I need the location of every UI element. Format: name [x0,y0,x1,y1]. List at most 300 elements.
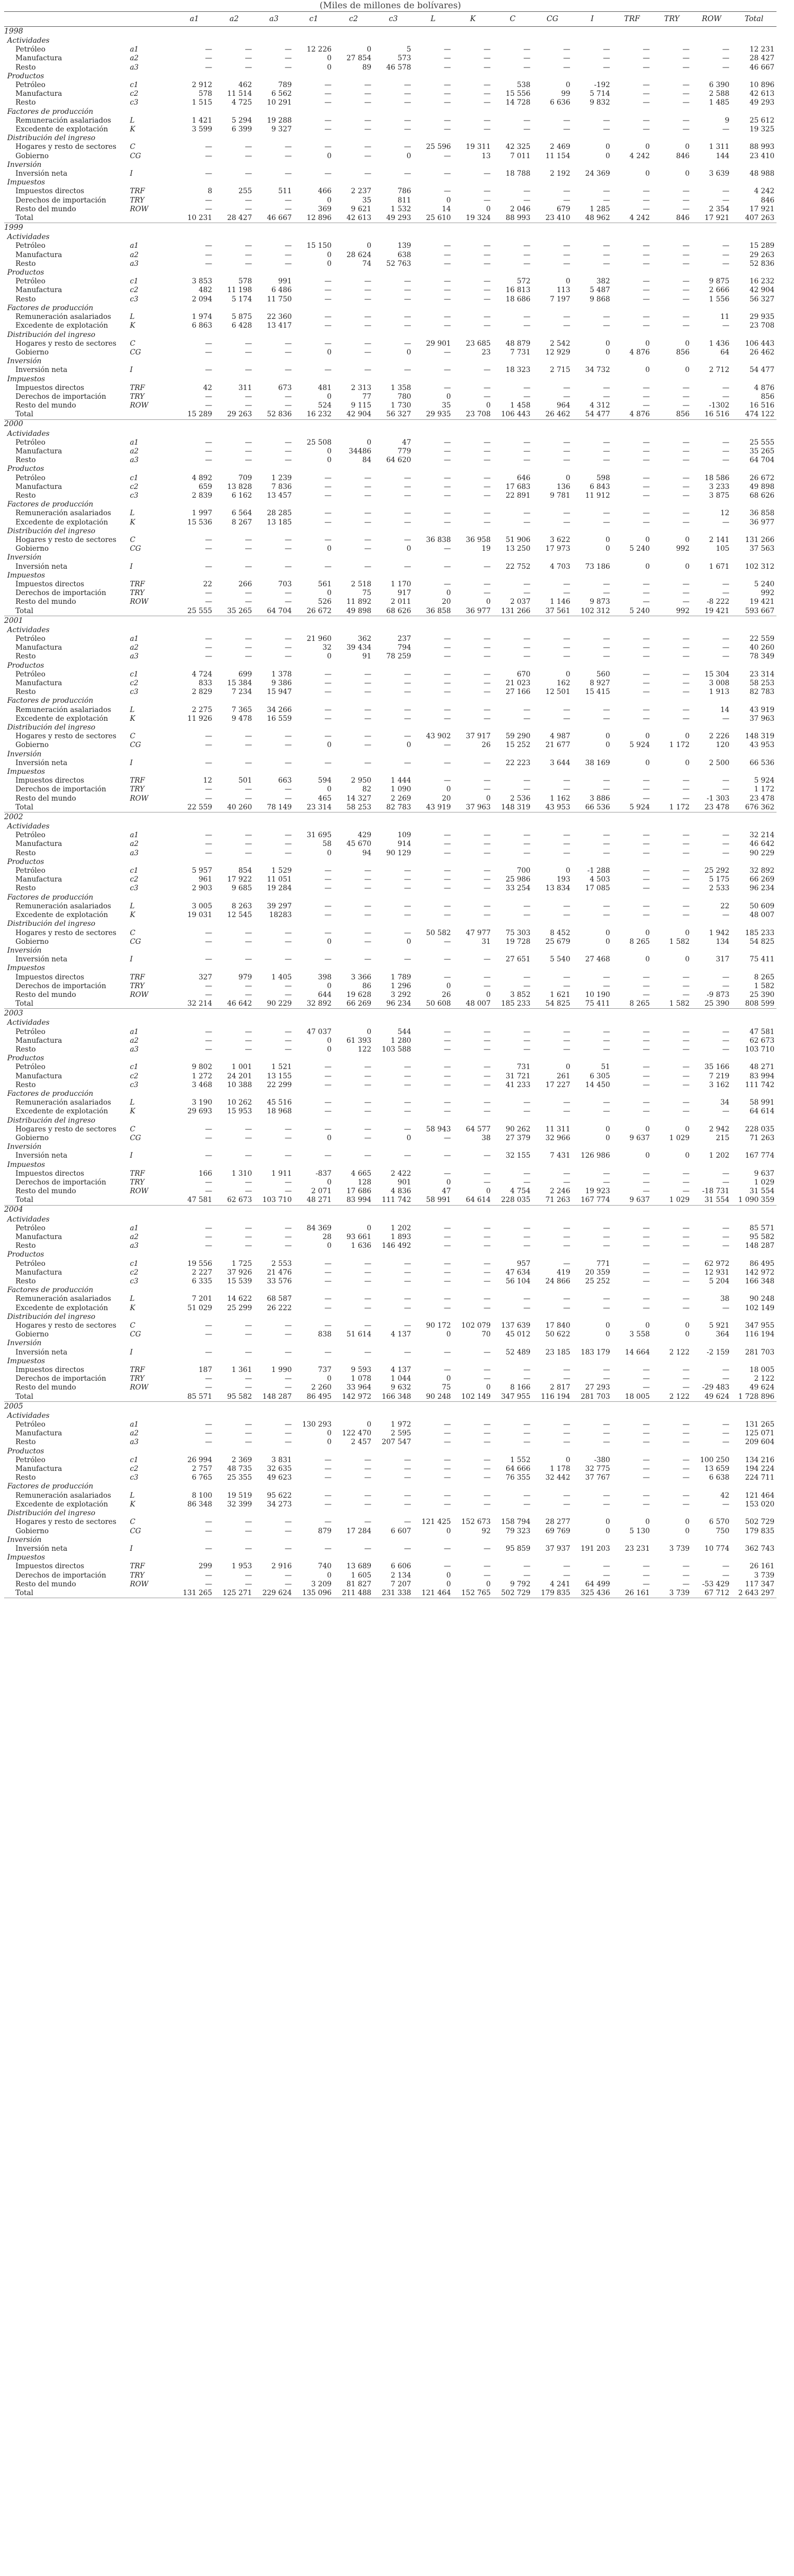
table-cell: — [404,295,411,303]
table-cell: — [643,518,650,527]
table-cell: — [404,321,411,330]
table-cell: 26 994 [187,1455,213,1464]
table-cell: — [722,1375,730,1383]
table-cell: 70 [481,1330,491,1339]
table-cell: — [643,491,650,500]
table-cell: — [284,635,292,643]
table-cell: 0 [327,1438,332,1447]
table-cell: 15 415 [585,688,610,697]
total-cell: 49 293 [373,214,413,223]
table-cell: — [643,1224,650,1232]
row-label: Hogares y resto de sectores [15,143,116,151]
table-cell: — [443,1562,451,1571]
table-cell: 17 973 [545,545,571,553]
table-row [4,438,776,447]
table-cell: — [205,1420,213,1429]
column-header: Total [732,12,776,27]
table-cell: 48 271 [749,1063,774,1072]
row-label: Remuneración asalariados [15,1295,111,1303]
table-cell: — [284,840,292,849]
section-heading-row [4,946,776,955]
header-spacer [127,12,175,27]
column-header-row [4,12,776,27]
table-cell: — [364,714,372,723]
table-cell: 5 130 [629,1527,650,1535]
table-cell: 6 564 [231,509,252,518]
table-row [4,1562,776,1571]
table-cell: — [643,1027,650,1036]
table-cell: 32 442 [545,1473,571,1482]
table-cell: — [205,741,213,750]
table-row [4,116,776,125]
row-label: Inversión neta [15,366,67,375]
column-header: ROW [692,12,731,27]
table-cell: — [682,776,690,785]
table-cell: — [563,447,571,455]
row-label: Petróleo [15,45,46,54]
table-cell: — [324,1544,332,1553]
table-cell: — [245,1233,252,1241]
table-cell: — [443,509,451,518]
table-cell: — [324,1455,332,1464]
table-cell: — [364,688,372,697]
table-cell: 166 [198,1169,213,1178]
table-cell: 13 417 [267,321,292,330]
section-heading-row [4,108,776,116]
table-cell: 14 [442,205,451,213]
table-cell: — [602,1169,610,1178]
table-cell: 0 [605,1133,610,1142]
table-cell: 102 312 [745,562,774,571]
section-heading-row [4,662,776,670]
table-cell: 846 [676,151,690,160]
table-cell: — [443,45,451,54]
table-cell: — [682,1303,690,1312]
row-label: Gobierno [15,1527,49,1535]
table-cell: 3 739 [669,1544,690,1553]
table-cell: — [643,714,650,723]
year-label: 2002 [4,812,23,821]
table-cell: — [563,116,571,125]
total-cell: 29 935 [413,410,453,419]
table-cell: — [643,1438,650,1447]
table-cell: 0 [605,348,610,357]
table-cell: 2 666 [709,286,730,295]
table-cell: — [484,295,491,303]
table-cell: 0 [565,1455,571,1464]
row-label: Manufactura [15,90,62,98]
table-cell: — [245,535,252,544]
table-cell: — [443,98,451,107]
table-row [4,1527,776,1536]
table-cell: — [602,321,610,330]
table-cell: 25 508 [306,438,332,447]
table-row [4,1420,776,1429]
table-cell: — [682,1268,690,1277]
table-cell: — [643,1429,650,1438]
table-cell: — [404,125,411,134]
total-cell: 19 324 [453,214,493,223]
table-cell: 0 [645,1321,650,1330]
table-cell: 15 252 [505,741,531,750]
table-cell: — [364,875,372,884]
row-code: c1 [130,81,139,90]
table-cell: 4 724 [192,670,213,679]
table-cell: 25 390 [749,990,774,999]
table-cell: — [682,1562,690,1571]
table-cell: 1 972 [390,1420,411,1429]
table-cell: — [443,295,451,303]
total-cell: 62 673 [214,1196,254,1205]
row-label: Resto [15,63,36,72]
table-cell: — [324,679,332,688]
table-cell: — [443,321,451,330]
row-code: ROW [130,205,149,213]
table-cell: — [364,1465,372,1473]
table-row [4,474,776,483]
table-cell: 1 529 [271,867,292,875]
table-cell: 1 725 [231,1259,252,1268]
table-cell: — [682,1491,690,1500]
table-cell: — [284,170,292,178]
section-heading-row [4,893,776,902]
table-cell: — [682,1383,690,1392]
column-header: TRF [612,12,652,27]
row-label: Impuestos directos [15,1562,84,1571]
table-cell: — [643,1375,650,1383]
row-code: ROW [130,794,149,803]
table-cell: 26 [442,990,451,999]
table-cell: — [523,785,531,794]
row-label: Petróleo [15,1259,46,1268]
table-cell: — [484,714,491,723]
table-cell: — [682,990,690,999]
table-cell: — [205,785,213,794]
table-cell: — [443,1268,451,1277]
table-cell: 62 972 [704,1259,730,1268]
table-cell: 62 673 [749,1036,774,1045]
table-cell: 7 731 [510,348,531,357]
table-cell: 7 201 [192,1295,213,1303]
table-cell: 0 [446,981,451,990]
total-cell: 25 390 [692,999,731,1009]
table-cell: 794 [398,643,411,652]
table-cell: — [324,1107,332,1116]
row-label: Gobierno [15,1330,49,1339]
table-cell: — [364,670,372,679]
table-cell: — [284,1233,292,1241]
table-cell: — [404,509,411,518]
table-cell: 482 [198,286,213,295]
table-cell: 2 916 [271,1562,292,1571]
table-cell: — [643,1098,650,1107]
table-cell: 37 963 [749,714,774,723]
table-cell: 1 953 [231,1562,252,1571]
table-cell: — [443,170,451,178]
table-cell: — [484,438,491,447]
total-cell: 40 260 [214,803,254,812]
table-cell: — [443,518,451,527]
table-cell: — [722,973,730,981]
table-cell: — [404,313,411,321]
table-cell: — [682,1473,690,1482]
table-cell: — [484,840,491,849]
table-cell: 64 614 [749,1107,774,1116]
table-cell: 4 665 [351,1169,372,1178]
table-cell: 6 486 [271,286,292,295]
total-cell: 90 229 [254,999,294,1009]
section-title: Distribución del ingreso [7,527,96,535]
table-cell: — [722,242,730,250]
table-cell: 1 310 [231,1169,252,1178]
total-cell: 992 [652,607,692,616]
table-cell: — [245,955,252,964]
row-label: Resto [15,652,36,661]
table-cell: — [682,973,690,981]
total-cell: 32 214 [175,999,214,1009]
total-row [4,607,776,616]
total-cell: 179 835 [532,1589,572,1598]
table-cell: — [284,1178,292,1187]
table-cell: — [484,849,491,857]
table-cell: — [443,580,451,588]
table-cell: 4 137 [390,1330,411,1339]
row-label: Resto [15,456,36,465]
table-row [4,81,776,90]
table-cell: — [682,81,690,90]
table-cell: 86 348 [187,1500,213,1509]
table-cell: — [563,589,571,598]
section-heading-row [4,964,776,973]
table-cell: — [563,1429,571,1438]
table-cell: — [643,116,650,125]
table-cell: — [245,785,252,794]
table-cell: 14 728 [505,98,531,107]
table-cell: 481 [318,383,332,392]
table-cell: — [523,1420,531,1429]
table-cell: — [205,1133,213,1142]
table-cell: — [205,1544,213,1553]
table-cell: — [284,1321,292,1330]
table-cell: — [443,259,451,268]
table-cell: 0 [605,937,610,946]
table-cell: — [284,1187,292,1196]
table-cell: 673 [278,383,292,392]
table-cell: 64 [720,348,730,357]
table-cell: 0 [645,562,650,571]
table-cell: 37 917 [465,732,491,741]
table-cell: 117 347 [745,1580,774,1588]
row-label: Derechos de importación [15,196,107,205]
table-cell: 106 443 [745,339,774,348]
table-cell: — [484,45,491,54]
table-cell: — [523,1491,531,1500]
table-cell: — [205,758,213,767]
table-cell: — [205,1375,213,1383]
table-cell: 49 293 [749,98,774,107]
total-cell: 37 963 [453,803,493,812]
table-cell: 501 [238,776,252,785]
table-cell: — [284,1518,292,1527]
table-cell: — [602,705,610,714]
table-cell: — [643,785,650,794]
table-cell: 740 [318,1562,332,1571]
row-code: K [130,321,135,330]
table-cell: — [324,277,332,286]
table-cell: 2 275 [192,705,213,714]
table-cell: — [643,794,650,803]
row-code: a3 [130,849,139,857]
table-cell: 2 912 [192,81,213,90]
table-cell: — [205,447,213,455]
table-cell: 50 582 [426,928,451,937]
total-label: Total [4,1589,127,1598]
table-cell: 69 769 [545,1527,571,1535]
table-cell: — [484,911,491,920]
table-cell: — [443,1303,451,1312]
table-cell: 19 031 [187,911,213,920]
table-cell: 0 [327,741,332,750]
table-cell: 2 533 [709,884,730,893]
row-code: ROW [130,990,149,999]
table-cell: — [205,196,213,205]
table-row [4,518,776,527]
table-cell: 13 457 [267,491,292,500]
table-cell: — [205,732,213,741]
table-cell: — [523,518,531,527]
table-cell: — [205,1187,213,1196]
section-heading-row [4,134,776,143]
table-cell: — [523,1295,531,1303]
row-label: Derechos de importación [15,1375,107,1383]
table-cell: — [364,1491,372,1500]
table-cell: — [682,98,690,107]
table-cell: — [245,45,252,54]
table-cell: — [443,688,451,697]
table-cell: 0 [565,277,571,286]
row-code: a1 [130,635,139,643]
table-row [4,260,776,268]
table-cell: — [643,187,650,196]
row-code: TRF [130,973,145,981]
table-cell: — [284,1224,292,1232]
table-cell: 6 428 [231,321,252,330]
table-cell: — [443,562,451,571]
table-cell: — [205,1438,213,1447]
table-cell: 25 986 [505,875,531,884]
table-cell: — [602,1178,610,1187]
section-heading-row [4,430,776,438]
table-cell: 12 [720,509,730,518]
table-cell: — [284,1383,292,1392]
table-cell: 6 335 [192,1277,213,1286]
table-cell: — [602,902,610,910]
table-cell: 32 892 [749,867,774,875]
table-cell: 9 327 [271,125,292,134]
total-cell: 32 892 [294,999,334,1009]
table-cell: — [284,45,292,54]
total-cell: 121 464 [413,1589,453,1598]
table-cell: 3 739 [754,1571,774,1580]
table-cell: 3 886 [590,794,610,803]
row-label: Petróleo [15,1027,46,1036]
table-cell: — [324,473,332,482]
total-cell: 846 [652,214,692,223]
table-cell: 92 [481,1527,491,1535]
table-cell: — [484,670,491,679]
table-row [4,831,776,840]
row-code: a2 [130,643,139,652]
total-cell: 56 327 [373,410,413,419]
table-row [4,509,776,518]
table-cell: 25 596 [426,143,451,151]
table-cell: 8 [208,187,213,196]
table-cell: — [643,1107,650,1116]
table-cell: 0 [605,741,610,750]
section-heading-row [4,1553,776,1562]
table-cell: 4 703 [549,562,571,571]
section-title: Factores de producción [7,1482,93,1491]
table-cell: — [364,1133,372,1142]
table-cell: 0 [327,196,332,205]
table-cell: 15 384 [227,679,252,688]
table-cell: — [245,794,252,803]
table-cell: — [245,1544,252,1553]
table-cell: 51 614 [346,1330,372,1339]
table-cell: 22 360 [267,313,292,321]
section-heading-row [4,822,776,831]
table-cell: 0 [685,1518,690,1527]
table-cell: — [484,589,491,598]
table-cell: — [563,1045,571,1054]
table-cell: 3 162 [709,1080,730,1089]
table-cell: — [563,1036,571,1045]
table-cell: 64 620 [386,456,411,465]
table-cell: 23 478 [749,794,774,803]
table-cell: — [643,1178,650,1187]
table-cell: — [443,670,451,679]
table-cell: — [563,1027,571,1036]
table-cell: -18 731 [702,1187,730,1196]
section-heading-row [4,331,776,340]
table-cell: — [245,366,252,375]
section-heading-row [4,268,776,277]
table-cell: — [205,1233,213,1241]
table-cell: — [404,1518,411,1527]
table-cell: 32 966 [545,1133,571,1142]
total-cell: 29 263 [214,410,254,419]
table-cell: — [682,1036,690,1045]
table-cell: 0 [446,392,451,401]
section-heading-row [4,1161,776,1170]
total-cell: 49 898 [334,607,373,616]
section-title: Factores de producción [7,500,93,509]
row-label: Manufactura [15,482,62,491]
row-code: a1 [130,1224,139,1232]
table-cell: 8 927 [590,679,610,688]
table-cell: — [324,758,332,767]
table-cell: — [364,151,372,160]
table-cell: — [523,776,531,785]
section-heading-row [4,178,776,187]
table-cell: — [443,1465,451,1473]
table-cell: 33 964 [346,1383,372,1392]
table-cell: — [284,562,292,571]
table-cell: 2 903 [192,884,213,893]
table-cell: 24 866 [545,1277,571,1286]
table-cell: 58 943 [426,1125,451,1133]
table-cell: — [523,242,531,250]
